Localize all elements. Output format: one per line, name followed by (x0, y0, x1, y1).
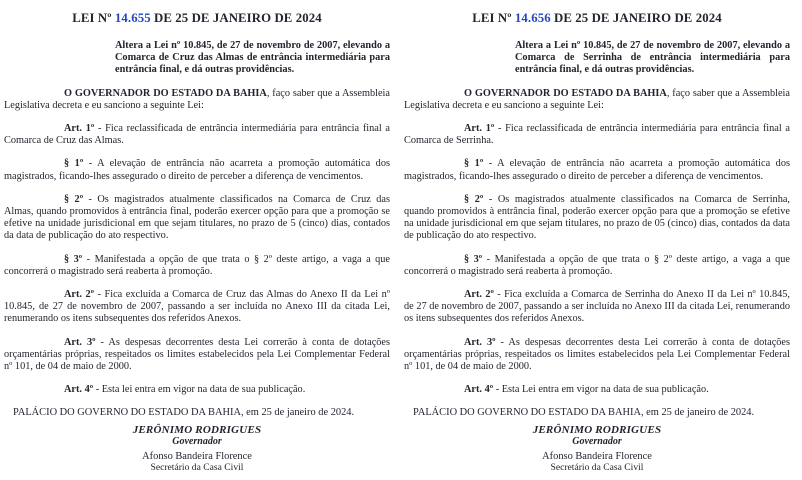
article-2-text: - Fica excluída a Comarca de Cruz das Almas do Anexo II da Lei nº 10.845, de 27 de novembro de 2007, passando a ser incluída no Anexo III da citada Lei, renumerando os itens subsequentes dos referidos Anexos. (4, 289, 390, 325)
preamble-issuer: O GOVERNADOR DO ESTADO DA BAHIA (64, 87, 267, 99)
secretary-signature: Afonso Bandeira Florence (542, 450, 652, 462)
article-4 (404, 384, 790, 396)
paragraph-2-label: § 2º (64, 193, 84, 205)
governor-signature: JERÔNIMO RODRIGUES (132, 423, 262, 436)
paragraph-2-text: - Os magistrados atualmente classificados na Comarca de Serrinha, quando promovidos à entrância final, poderão exercer opção para que a promoção se efetive na unidade jurisdicional em que sejam titulares, no prazo de 05 (cinco) dias, contados da data de publicação do ato respectivo. (404, 193, 790, 242)
governor-signature: JERÔNIMO RODRIGUES (532, 423, 662, 436)
paragraph-1 (404, 158, 790, 182)
preamble-text: , faço saber que a Assembleia Legislativa decreta e eu sanciono a seguinte Lei: (4, 87, 390, 111)
law-title (404, 11, 790, 26)
preamble-issuer: O GOVERNADOR DO ESTADO DA BAHIA (464, 87, 667, 99)
secretary-signature: Afonso Bandeira Florence (142, 450, 252, 462)
article-3-label: Art. 3º (464, 336, 496, 348)
paragraph-3-label: § 3º (64, 253, 83, 265)
paragraph-3-text: - Manifestada a opção de que trata o § 2º deste artigo, a vaga a que concorrerá o magistrado será reaberta à promoção. (404, 253, 791, 277)
article-1 (4, 123, 390, 147)
law-title-prefix: LEI Nº (472, 11, 515, 25)
article-1-label: Art. 1º (64, 123, 95, 135)
article-2 (4, 289, 390, 326)
signature-block (4, 424, 390, 473)
secretary-role: Secretário da Casa Civil (550, 461, 644, 473)
article-3-text: - As despesas decorrentes desta Lei correrão à conta de dotações orçamentárias próprias, respeitados os limites estabelecidos pela Lei Complementar Federal nº 101, de 04 de maio de 2000. (404, 336, 790, 373)
article-4-label: Art. 4º (64, 384, 94, 396)
law-title (4, 11, 390, 26)
paragraph-3-label: § 3º (464, 253, 483, 265)
law-title-prefix: LEI Nº (72, 11, 115, 25)
article-2 (404, 289, 790, 326)
article-3-text: - As despesas decorrentes desta Lei correrão à conta de dotações orçamentárias próprias, respeitados os limites estabelecidos pela Lei Complementar Federal nº 101, de 04 de maio de 2000. (4, 336, 390, 373)
paragraph-3 (4, 254, 390, 278)
article-4 (4, 384, 390, 396)
paragraph-1-text: - A elevação de entrância não acarreta a promoção automática dos magistrados, ficando-lhes assegurado o direito de perceber a diferença de vencimentos. (4, 158, 390, 182)
article-4-text: - Esta Lei entra em vigor na data de sua publicação. (493, 384, 709, 396)
law-summary: Altera a Lei nº 10.845, de 27 de novembro de 2007, elevando a Comarca de Serrinha de entrância intermediária para entrância final, e dá outras providências. (515, 40, 790, 76)
article-1 (404, 123, 790, 147)
article-1-text: - Fica reclassificada de entrância intermediária para entrância final a Comarca de Serrinha. (404, 123, 790, 147)
paragraph-1-label: § 1º (464, 158, 484, 170)
signature-block (404, 424, 790, 473)
governor-role: Governador (172, 435, 222, 447)
secretary-role: Secretário da Casa Civil (150, 461, 244, 473)
paragraph-2 (404, 194, 790, 243)
article-3 (4, 337, 390, 374)
article-3 (404, 337, 790, 374)
paragraph-2 (4, 194, 390, 243)
article-2-label: Art. 2º (64, 289, 95, 301)
law-title-suffix: DE 25 DE JANEIRO DE 2024 (550, 11, 722, 25)
closing-line: PALÁCIO DO GOVERNO DO ESTADO DA BAHIA, em 25 de janeiro de 2024. (13, 407, 355, 419)
paragraph-3 (404, 254, 790, 278)
law-title-suffix: DE 25 DE JANEIRO DE 2024 (150, 11, 322, 25)
paragraph-2-label: § 2º (464, 193, 484, 205)
paragraph-1-label: § 1º (64, 158, 84, 170)
article-1-text: - Fica reclassificada de entrância intermediária para entrância final a Comarca de Cruz das Almas. (4, 123, 390, 147)
law-number-link[interactable]: 14.655 (114, 11, 151, 25)
paragraph-1 (4, 158, 390, 182)
governor-role: Governador (572, 435, 622, 447)
preamble (4, 88, 390, 112)
law-summary: Altera a Lei nº 10.845, de 27 de novembro de 2007, elevando a Comarca de Cruz das Almas de entrância intermediária para entrância final, e dá outras providências. (115, 40, 390, 76)
paragraph-1-text: - A elevação de entrância não acarreta a promoção automática dos magistrados, ficando-lhes assegurado o direito de perceber a diferença de vencimentos. (404, 158, 790, 182)
preamble-text: , faço saber que a Assembleia Legislativa decreta e eu sanciono a seguinte Lei: (404, 87, 790, 111)
closing-line: PALÁCIO DO GOVERNO DO ESTADO DA BAHIA, em 25 de janeiro de 2024. (413, 407, 755, 419)
article-1-label: Art. 1º (464, 123, 495, 135)
article-2-label: Art. 2º (464, 289, 494, 301)
article-4-text: - Esta lei entra em vigor na data de sua publicação. (93, 384, 306, 396)
paragraph-2-text: - Os magistrados atualmente classificados na Comarca de Cruz das Almas, quando promovidos à entrância final, poderão exercer opção para que a promoção se efetive na unidade jurisdicional em que sejam titulares, no prazo de 5 (cinco) dias, contados da data de publicação do ato respectivo. (4, 193, 390, 242)
paragraph-3-text: - Manifestada a opção de que trata o § 2º deste artigo, a vaga a que concorrerá o magistrado será reaberta à promoção. (4, 253, 391, 277)
article-4-label: Art. 4º (464, 384, 494, 396)
law-column-14656 (401, 0, 802, 480)
article-3-label: Art. 3º (64, 336, 96, 348)
preamble (404, 88, 790, 112)
law-number-link[interactable]: 14.656 (514, 11, 551, 25)
article-2-text: - Fica excluída a Comarca de Serrinha do Anexo II da Lei nº 10.845, de 27 de novembro de 2007, passando a ser incluída no Anexo III da citada Lei, renumerando os itens subsequentes dos referidos Anexos. (404, 289, 790, 325)
